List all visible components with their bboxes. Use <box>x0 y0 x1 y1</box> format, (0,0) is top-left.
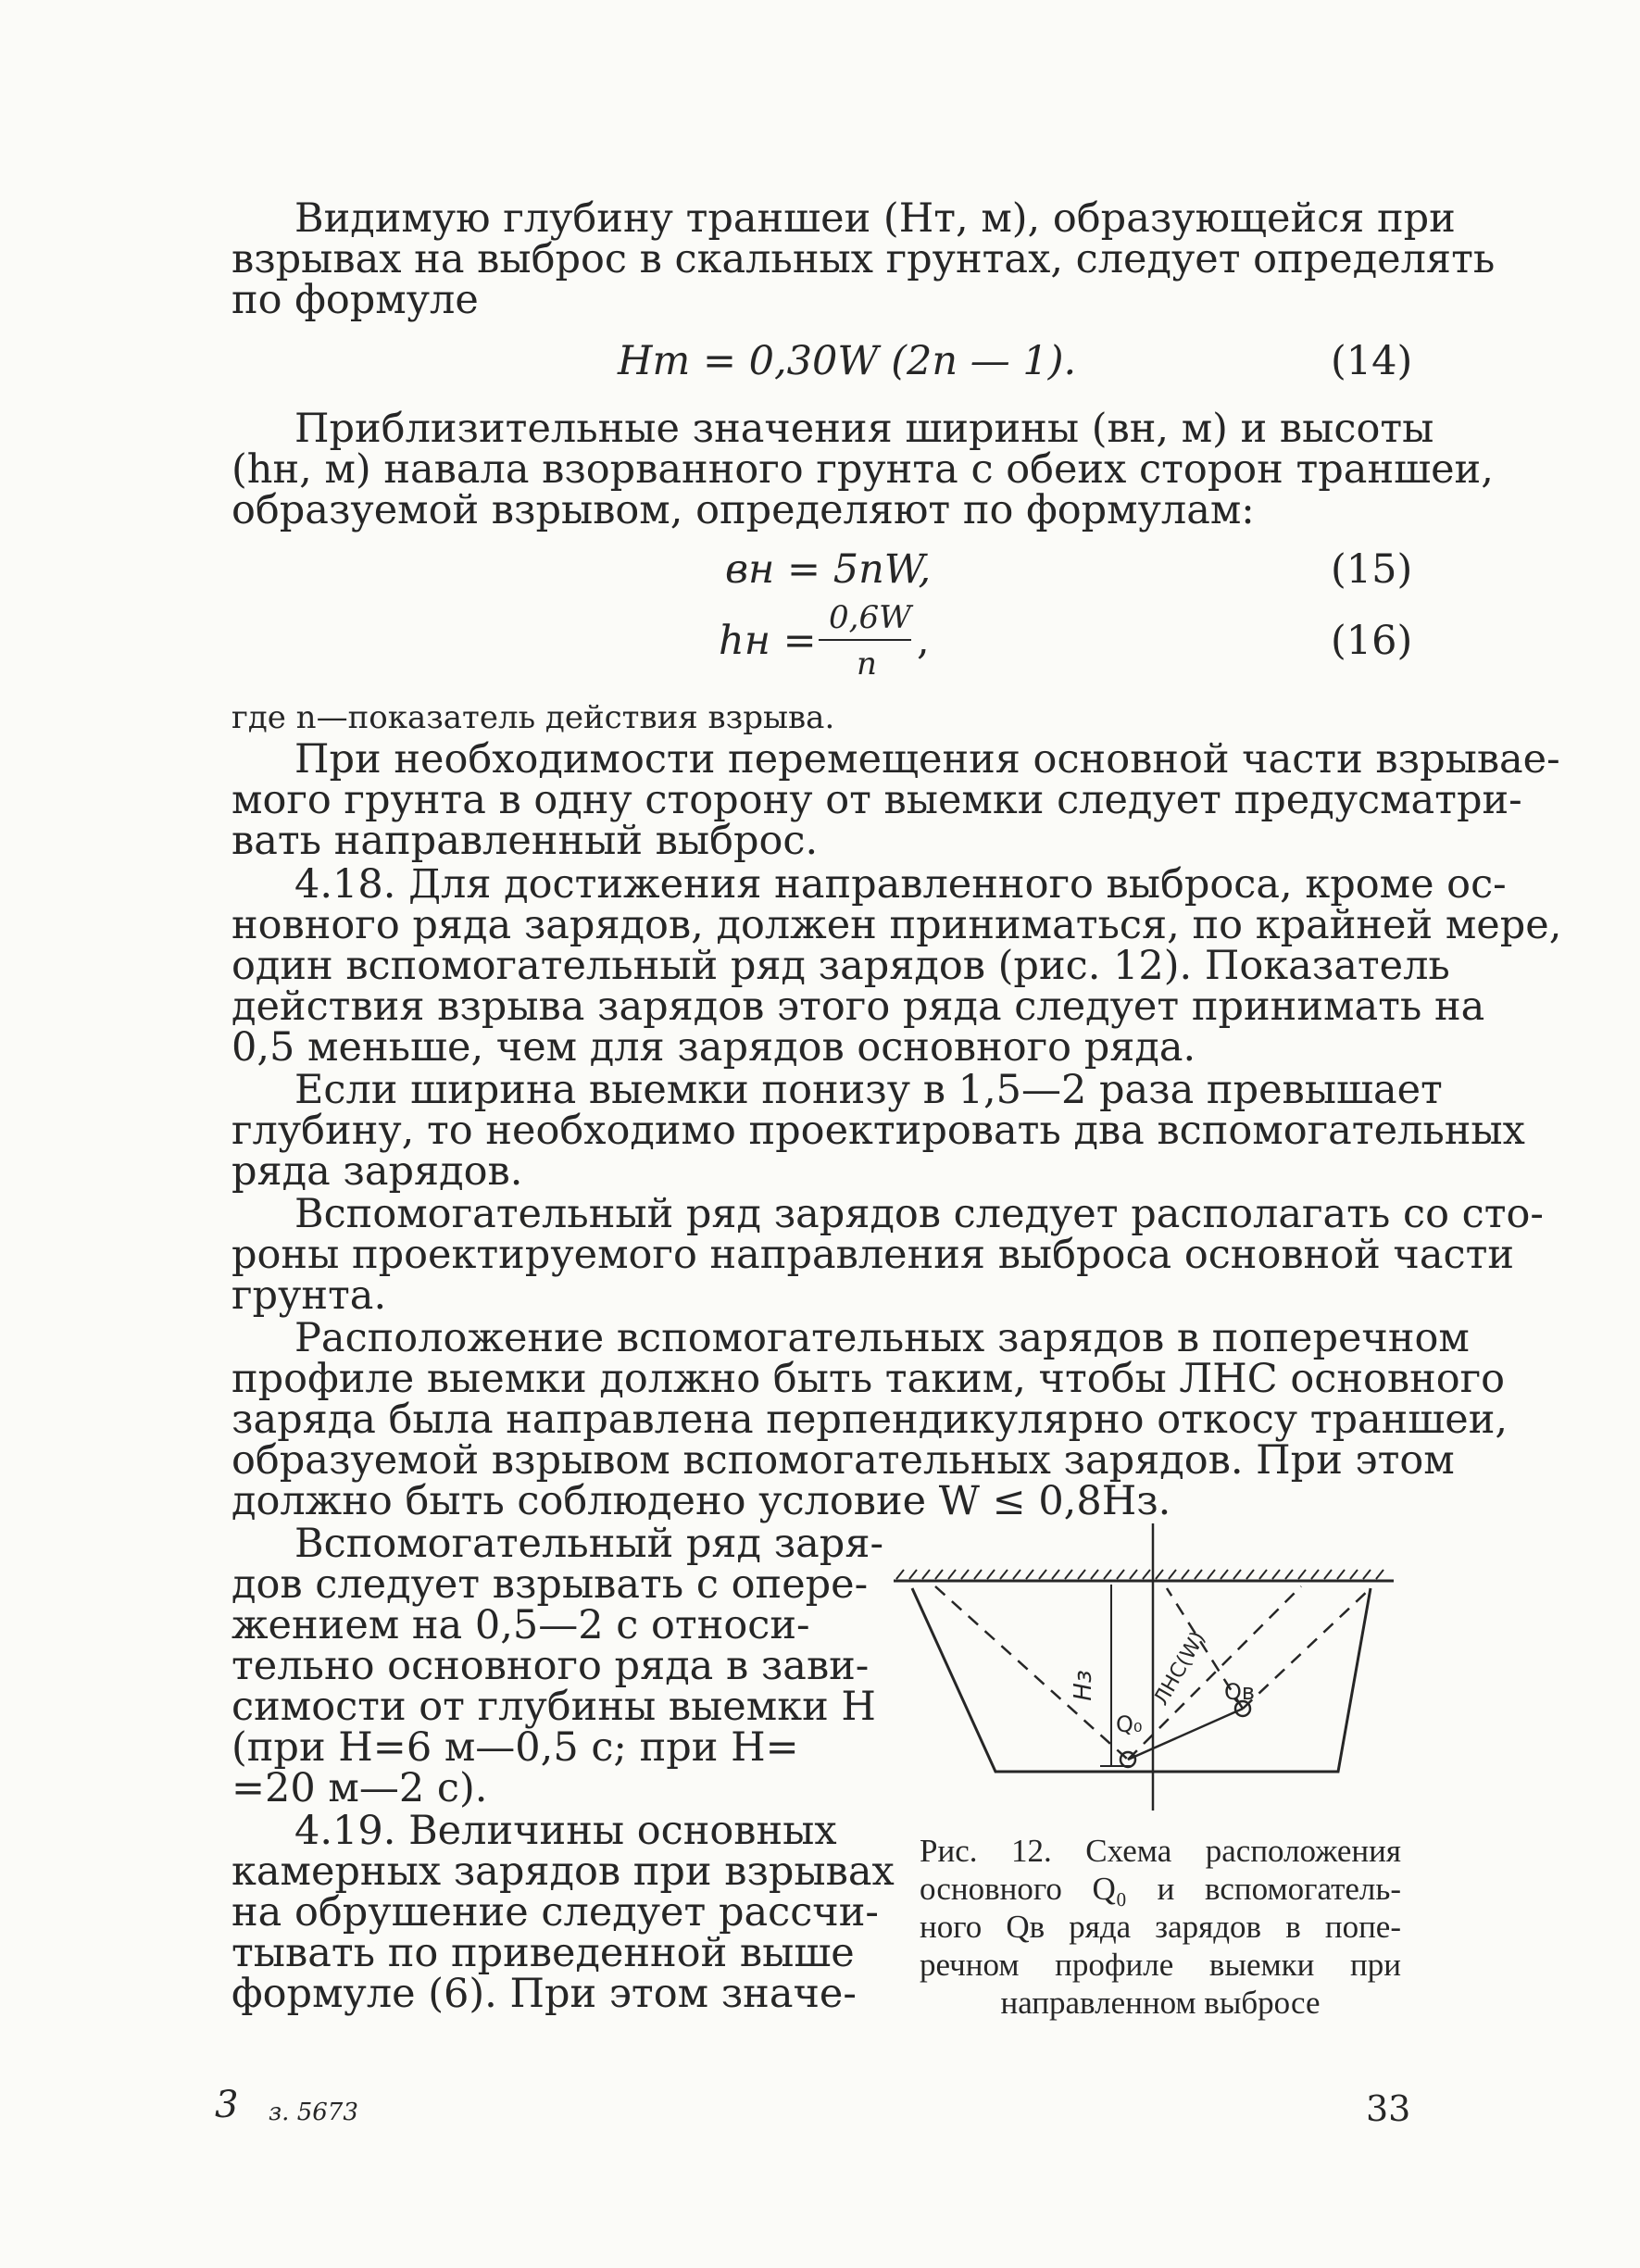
text-line: на обрушение следует рассчи- <box>232 1889 879 1936</box>
page-number: 33 <box>1366 2088 1411 2129</box>
text-line: взрывах на выброс в скальных грунтах, следует определять <box>232 236 1496 282</box>
figure-12-diagram <box>889 1523 1408 1820</box>
formula-15: вн = 5nW, <box>725 546 932 593</box>
text-line: вать направленный выброс. <box>232 818 819 864</box>
lns-line <box>1128 1709 1243 1760</box>
text-line: 0,5 меньше, чем для зарядов основного ряда. <box>232 1024 1196 1071</box>
text-line: мого грунта в одну сторону от выемки следует предусматри- <box>232 777 1522 823</box>
signature-mark: 3 <box>215 2084 239 2126</box>
q0-label: Q₀ <box>1116 1711 1143 1737</box>
text-line: один вспомогательный ряд зарядов (рис. 12). Показатель <box>232 943 1450 989</box>
text-line: 4.18. Для достижения направленного выброса, кроме ос- <box>294 861 1507 908</box>
text-line: дов следует взрывать с опере- <box>232 1561 869 1608</box>
text-line: глубину, то необходимо проектировать два вспомогательных <box>232 1108 1525 1154</box>
ground-surface-hatching <box>894 1570 1394 1581</box>
text-line: образуемой взрывом вспомогательных зарядов. При этом <box>232 1437 1455 1484</box>
caption-line: направленном выбросе <box>1000 1985 1321 2021</box>
formula-14: Hт = 0,30W (2n — 1). <box>618 338 1077 384</box>
text-line: симости от глубины выемки H <box>232 1684 876 1730</box>
formula-16-tail: , <box>917 618 930 664</box>
caption-line: Рис. 12. Схема расположения <box>920 1833 1401 1869</box>
caption-line: основного Q₀ и вспомогатель- <box>920 1871 1401 1907</box>
text-line: Расположение вспомогательных зарядов в поперечном <box>294 1315 1470 1361</box>
text-line: При необходимости перемещения основной части взрывае- <box>294 736 1560 783</box>
text-line: заряда была направлена перпендикулярно откосу траншеи, <box>232 1397 1509 1443</box>
equation-number-14: (14) <box>1331 338 1413 384</box>
caption-line: ного Qв ряда зарядов в попе- <box>920 1909 1401 1945</box>
text-line: жением на 0,5—2 с относи- <box>232 1602 810 1648</box>
text-line: камерных зарядов при взрывах <box>232 1848 895 1895</box>
text-line: действия взрыва зарядов этого ряда следует принимать на <box>232 984 1485 1030</box>
formula-16-lhs: hн = <box>719 618 817 664</box>
text-line: ряда зарядов. <box>232 1148 523 1195</box>
text-line: профиле выемки должно быть таким, чтобы ЛНС основного <box>232 1356 1506 1402</box>
qv-label: Qв <box>1224 1679 1256 1705</box>
caption-line: речном профиле выемки при <box>920 1947 1401 1983</box>
text-line: Если ширина выемки понизу в 1,5—2 раза превышает <box>294 1067 1443 1113</box>
text-line: по формуле <box>232 277 479 323</box>
text-line: тельно основного ряда в зави- <box>232 1643 870 1689</box>
equation-number-15: (15) <box>1331 546 1413 593</box>
depth-label-hz: Hз <box>1070 1670 1097 1701</box>
text-line: новного ряда зарядов, должен приниматься, по крайней мере, <box>232 902 1562 948</box>
text-line: Вспомогательный ряд зарядов следует располагать со сто- <box>294 1191 1544 1237</box>
text-line: Вспомогательный ряд заря- <box>294 1521 883 1567</box>
equation-number-16: (16) <box>1331 618 1413 664</box>
text-line: =20 м—2 с). <box>232 1765 488 1811</box>
text-line: грунта. <box>232 1272 387 1319</box>
text-line: 4.19. Величины основных <box>294 1808 837 1854</box>
text-line: роны проектируемого направления выброса основной части <box>232 1232 1515 1278</box>
trench-outline <box>912 1588 1371 1772</box>
text-line: Видимую глубину траншеи (Hт, м), образующейся при <box>294 195 1456 242</box>
text-line: (при H=6 м—0,5 с; при H= <box>232 1724 799 1771</box>
formula-16-numerator: 0,6W <box>829 599 912 636</box>
text-line: образуемой взрывом, определяют по формулам: <box>232 487 1255 533</box>
text-line: формуле (6). При этом значе- <box>232 1971 857 2017</box>
text-line: тывать по приведенной выше <box>232 1930 855 1976</box>
text-line: (hн, м) навала взорванного грунта с обеих сторон траншеи, <box>232 446 1494 493</box>
text-line: Приблизительные значения ширины (вн, м) и высоты <box>294 406 1434 452</box>
print-order-number: з. 5673 <box>269 2099 358 2126</box>
formula-16-denominator: n <box>857 645 877 683</box>
fraction-bar <box>819 639 911 641</box>
text-line: должно быть соблюдено условие W ≤ 0,8Hз. <box>232 1478 1171 1524</box>
lns-label: ЛНС(W) <box>1149 1627 1211 1710</box>
variable-definition: где n—показатель действия взрыва. <box>232 699 835 736</box>
